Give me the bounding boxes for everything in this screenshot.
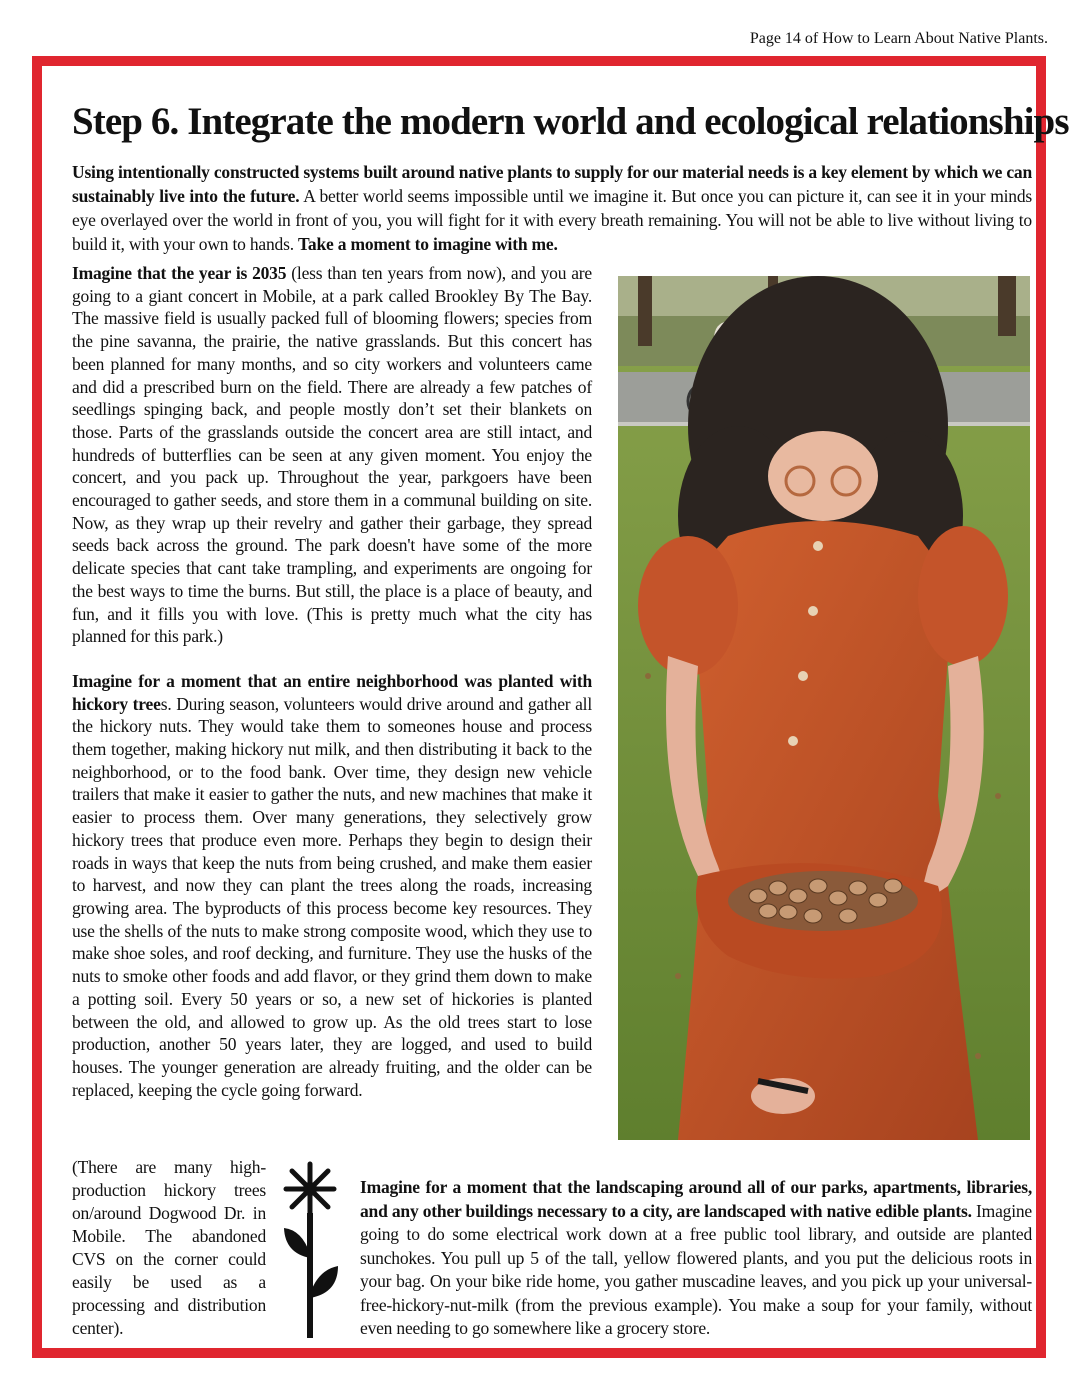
landscaping-paragraph — [360, 1176, 1032, 1341]
flower-icon — [280, 1158, 340, 1338]
intro-body: A better world seems impossible until we imagine it. But once you can picture it, can see it in your minds eye overlayed over the world in front of you, you will fight for it with every breath remaining. You will not be able to live without living to build it, with your own to hands. — [72, 186, 1032, 254]
concert-body: (less than ten years from now), and you are going to a giant concert in Mobile, at a park called Brookley By The Bay. The massive field is usually packed full of blooming flowers; species from the pine savanna, the prairie, the native grasslands. But this concert has been planned for many months, and so city workers and volunteers came and did a prescribed burn on the field. There are already a few patches of seedlings spinging back, and people mostly don’t set their blankets on those. Parts of the grasslands outside the concert area are still intact, and hundreds of butterflies can be seen at any given moment. You enjoy the concert, and you pack up. Throughout the year, parkgoers have been encouraged to gather seeds, and store them in a communal building on site. Now, as they wrap up their revelry and gather their garbage, they spread seeds back across the ground. The park doesn't have some of the more delicate species that cant take trampling, and experiments are ongoing for the best ways to time the burns. But still, the place is a place of beauty, and fun, and it fills you with love. (This is pretty much what the city has planned for this park.) — [72, 263, 593, 647]
concert-lead: Imagine that the year is 2035 — [72, 263, 287, 283]
hickory-body: s. During season, volunteers would drive around and gather all the hickory nuts. They would take them to someones house and process them together, making hickory nut milk, and then distributing it back to the neighborhood, or to the food bank. Over time, they design new vehicle trailers that make it easier to gather the nuts, and new machines that make it easier to process them. Over many generations, they selectively grow hickory trees that produce even more. Perhaps they begin to design their roads in ways that keep the nuts from being crushed, and make them easier to harvest, and now they can plant the trees along the roads, increasing growing area. The byproducts of this process become key resources. They use the shells of the nuts to make strong composite wood, which they use to make shoe soles, and roof decking, and furniture. They use the husks of the nuts to smoke other foods and add flavor, or they grind them down to make a potting soil. Every 50 years or so, a new set of hickories is planted between the old, and allowed to grow up. As the old trees start to lose production, another 50 years later, they are logged, and used to build houses. The younger generation are already fruiting, and the older can be replaced, keeping the cycle going forward. — [72, 693, 593, 1100]
left-column — [72, 262, 592, 1101]
hickory-paragraph — [72, 670, 592, 1101]
intro-paragraph — [72, 160, 1032, 256]
intro-tail: Take a moment to imagine with me. — [298, 234, 558, 254]
page-title: Step 6. Integrate the modern world and ecological relationships — [72, 100, 1069, 143]
landscaping-lead: Imagine for a moment that the landscaping around all of our parks, apartments, libraries, and any other buildings necessary to a city, are landscaped with native edible plants. — [360, 1177, 1032, 1221]
page-header: Page 14 of How to Learn About Native Plants. — [749, 30, 1048, 47]
side-note: (There are many high-production hickory trees on/around Dogwood Dr. in Mobile. The abandoned CVS on the corner could easily be used as a processing and distribution center). — [72, 1157, 266, 1338]
concert-paragraph — [72, 262, 592, 648]
intro-lead: Using intentionally constructed systems built around native plants to supply for our material needs is a key element by which we can sustainably live into the future. — [72, 162, 1032, 206]
landscaping-body: Imagine going to do some electrical work down at a free public tool library, and outside are planted sunchokes. You pull up 5 of the tall, yellow flowered plants, and you put the delicious roots in your bag. On your bike ride home, you gather muscadine leaves, and you pick up your universal-free-hickory-nut-milk (from the previous example). You make a soup for your family, without even needing to go somewhere like a grocery store. — [360, 1200, 1032, 1338]
photo-hickory-nuts — [618, 276, 1030, 1140]
hickory-lead: Imagine for a moment that an entire neighborhood was planted with hickory tree — [72, 670, 592, 714]
page-frame — [32, 56, 1069, 1358]
